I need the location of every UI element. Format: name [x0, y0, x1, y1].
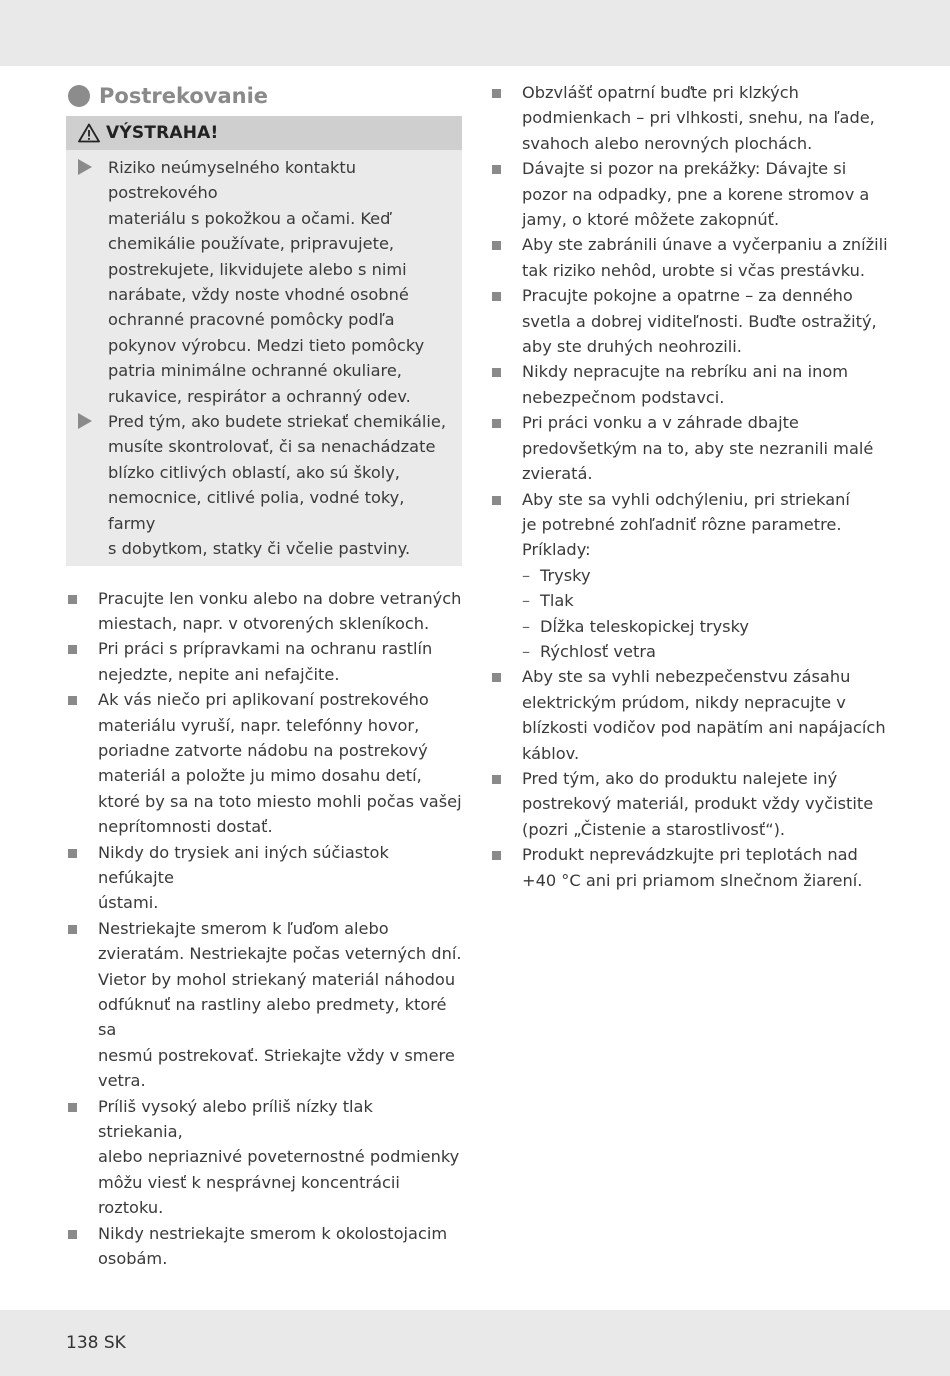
square-bullet-icon — [68, 1230, 77, 1239]
list-item: Pracujte len vonku alebo na dobre vetraných miestach, napr. v otvorených skleníkoch. — [66, 586, 462, 637]
list-item: Nestriekajte smerom k ľuďom alebo zvieratám. Nestriekajte počas veterných dní. Vietor by mohol striekaný materiál náhodou odfúknuť na rastliny alebo predmety, ktoré sa nesmú postrekovať. Striekajte vždy v smere vetra. — [66, 916, 462, 1094]
square-bullet-icon — [492, 673, 501, 682]
bullet-circle-icon — [68, 85, 90, 107]
square-bullet-icon — [492, 775, 501, 784]
square-bullet-icon — [68, 696, 77, 705]
list-item: Ak vás niečo pri aplikovaní postrekového materiálu vyruší, napr. telefónny hovor, poriadne zatvorte nádobu na postrekový materiál a položte ju mimo dosahu detí, ktoré by sa na toto miesto mohli počas vašej neprítomnosti dostať. — [66, 687, 462, 839]
square-bullet-icon — [492, 368, 501, 377]
square-bullet-icon — [68, 849, 77, 858]
footer-band — [0, 1310, 950, 1376]
square-bullet-icon — [492, 496, 501, 505]
example-item: – Rýchlosť vetra — [522, 641, 656, 661]
list-item: Pri práci vonku a v záhrade dbajte predovšetkým na to, aby ste nezranili malé zvieratá. — [490, 410, 890, 486]
list-item: Nikdy do trysiek ani iných súčiastok nefúkajte ústami. — [66, 840, 462, 916]
list-item: Pracujte pokojne a opatrne – za denného svetla a dobrej viditeľnosti. Buďte ostražitý, aby ste druhých neohrozili. — [490, 283, 890, 359]
square-bullet-icon — [492, 165, 501, 174]
example-item: – Dĺžka teleskopickej trysky — [522, 616, 749, 636]
square-bullet-icon — [68, 645, 77, 654]
warning-item-text: Pred tým, ako budete striekať chemikálie, musíte skontrolovať, či sa nenachádzate blízko citlivých oblastí, ako sú školy, nemocnice, citlivé polia, vodné toky, farmy s dobytkom, statky či včelie pastviny. — [108, 412, 447, 559]
left-bullet-list — [66, 586, 462, 1272]
list-item: Aby ste sa vyhli nebezpečenstvu zásahu elektrickým prúdom, nikdy nepracujte v blízkosti vodičov pod napätím ani napájacích káblov. — [490, 664, 890, 766]
section-title: Postrekovanie — [99, 84, 269, 108]
list-item: Obzvlášť opatrní buďte pri klzkých podmienkach – pri vlhkosti, snehu, na ľade, svahoch alebo nerovných plochách. — [490, 80, 890, 156]
list-item: Dávajte si pozor na prekážky: Dávajte si pozor na odpadky, pne a korene stromov a jamy, o ktoré môžete zakopnúť. — [490, 156, 890, 232]
play-arrow-icon — [78, 413, 92, 429]
square-bullet-icon — [492, 292, 501, 301]
list-item: Nikdy nepracujte na rebríku ani na inom nebezpečnom podstavci. — [490, 359, 890, 410]
list-item: Príliš vysoký alebo príliš nízky tlak striekania, alebo nepriaznivé poveternostné podmienky môžu viesť k nesprávnej koncentrácii roztoku. — [66, 1094, 462, 1221]
square-bullet-icon — [492, 851, 501, 860]
example-item: – Tlak — [522, 591, 574, 611]
warning-item — [78, 409, 456, 561]
list-item: Pri práci s prípravkami na ochranu rastlín nejedzte, nepite ani nefajčite. — [66, 636, 462, 687]
square-bullet-icon — [492, 419, 501, 428]
top-band — [0, 0, 950, 66]
list-item: Pred tým, ako do produktu nalejete iný postrekový materiál, produkt vždy vyčistite (pozri „Čistenie a starostlivosť“). — [490, 766, 890, 842]
square-bullet-icon — [68, 595, 77, 604]
warning-body — [66, 150, 462, 566]
square-bullet-icon — [492, 241, 501, 250]
warning-box — [66, 116, 462, 566]
list-item: Aby ste sa vyhli odchýleniu, pri striekaní je potrebné zohľadniť rôzne parametre. Príklady: — [490, 487, 890, 563]
warning-item-text: Riziko neúmyselného kontaktu postrekového materiálu s pokožkou a očami. Keď chemikálie používate, pripravujete, postrekujete, likvidujete alebo s nimi narábate, vždy noste vhodné osobné ochranné pracovné pomôcky podľa pokynov výrobcu. Medzi tieto pomôcky patria minimálne ochranné okuliare, rukavice, respirátor a ochranný odev. — [108, 158, 425, 406]
warning-title: VÝSTRAHA! — [106, 123, 219, 143]
square-bullet-icon — [492, 89, 501, 98]
warning-triangle-icon — [78, 123, 100, 143]
play-arrow-icon — [78, 159, 92, 175]
right-column — [490, 80, 890, 893]
list-item: Nikdy nestriekajte smerom k okolostojacim osobám. — [66, 1221, 462, 1272]
square-bullet-icon — [68, 1103, 77, 1112]
warning-item — [78, 155, 456, 409]
section-heading — [66, 80, 462, 112]
example-item: – Trysky — [522, 565, 591, 585]
left-column — [66, 80, 462, 1271]
warning-header — [66, 116, 462, 150]
page-number: 138 SK — [66, 1333, 126, 1353]
list-item: Produkt neprevádzkujte pri teplotách nad +40 °C ani pri priamom slnečnom žiarení. — [490, 842, 890, 893]
list-item: Aby ste zabránili únave a vyčerpaniu a znížili tak riziko nehôd, urobte si včas prestávku. — [490, 232, 890, 283]
square-bullet-icon — [68, 925, 77, 934]
